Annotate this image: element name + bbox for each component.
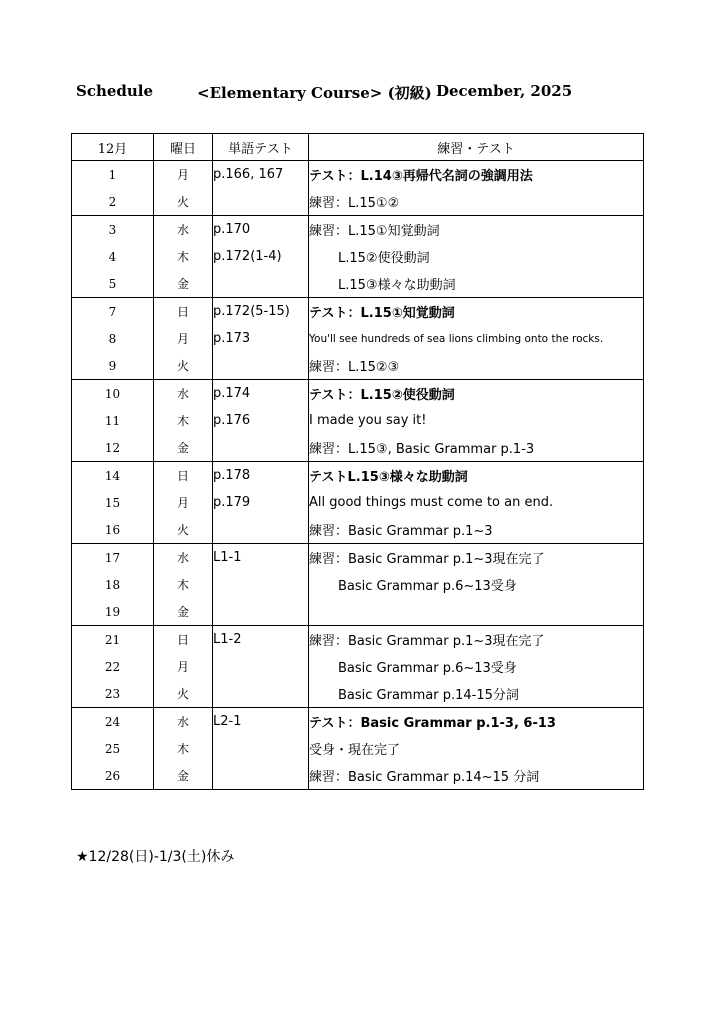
date-cell: 23: [72, 680, 154, 708]
holiday-note: ★12/28(日)-1/3(土)休み: [76, 849, 235, 865]
weekday-cell: 金: [154, 598, 213, 626]
table-row: [72, 188, 644, 216]
word-test-cell: p.166, 167: [213, 161, 309, 189]
practice-text: 受身・現在完了: [309, 743, 401, 758]
weekday-cell: 金: [154, 434, 213, 462]
weekday-cell: 火: [154, 680, 213, 708]
table-row: [72, 380, 644, 408]
practice-text: L.15②使役動詞: [338, 251, 430, 266]
weekday-cell: 月: [154, 325, 213, 352]
practice-text: 練習：L.15①②: [309, 196, 400, 211]
word-test-cell: [213, 762, 309, 790]
practice-text: All good things must come to an end.: [309, 495, 554, 510]
practice-cell: [309, 380, 644, 408]
word-test-cell: [213, 434, 309, 462]
date-cell: 17: [72, 544, 154, 572]
date-cell: 15: [72, 489, 154, 516]
table-row: [72, 352, 644, 380]
column-header-word-test: 単語テスト: [213, 134, 309, 161]
weekday-cell: 日: [154, 298, 213, 326]
word-test-cell: [213, 352, 309, 380]
practice-cell: [309, 407, 644, 434]
word-test-cell: [213, 598, 309, 626]
date-cell: 5: [72, 270, 154, 298]
table-row: [72, 407, 644, 434]
practice-cell: [309, 188, 644, 216]
practice-cell: [309, 434, 644, 462]
table-row: [72, 325, 644, 352]
word-test-cell: p.178: [213, 462, 309, 490]
table-row: [72, 216, 644, 244]
table-row: [72, 489, 644, 516]
weekday-cell: 金: [154, 762, 213, 790]
date-cell: 12: [72, 434, 154, 462]
weekday-cell: 水: [154, 544, 213, 572]
word-test-cell: L1-1: [213, 544, 309, 572]
weekday-cell: 水: [154, 216, 213, 244]
date-cell: 7: [72, 298, 154, 326]
word-test-cell: [213, 680, 309, 708]
course-title: <Elementary Course> (初級): [197, 84, 432, 102]
practice-cell: [309, 216, 644, 244]
table-row: [72, 243, 644, 270]
practice-text: テスト：L.14③再帰代名詞の強調用法: [309, 169, 533, 184]
word-test-cell: p.179: [213, 489, 309, 516]
date-cell: 22: [72, 653, 154, 680]
practice-text: 練習：Basic Grammar p.14~15 分詞: [309, 770, 540, 785]
document-header: [76, 82, 680, 106]
practice-text: Basic Grammar p.14-15分詞: [338, 688, 519, 703]
practice-cell: [309, 571, 644, 598]
weekday-cell: 日: [154, 626, 213, 654]
practice-text: You'll see hundreds of sea lions climbing onto the rocks.: [309, 332, 604, 345]
table-header-row: [72, 134, 644, 161]
practice-cell: [309, 762, 644, 790]
date-cell: 9: [72, 352, 154, 380]
date-cell: 11: [72, 407, 154, 434]
schedule-body: [72, 161, 644, 790]
weekday-cell: 木: [154, 407, 213, 434]
word-test-cell: L2-1: [213, 708, 309, 736]
practice-cell: [309, 653, 644, 680]
practice-cell: [309, 680, 644, 708]
practice-text: Basic Grammar p.6~13受身: [338, 661, 517, 676]
table-row: [72, 434, 644, 462]
practice-cell: [309, 161, 644, 189]
practice-text: Basic Grammar p.6~13受身: [338, 579, 517, 594]
schedule-label: Schedule: [76, 82, 154, 100]
word-test-cell: p.172(5-15): [213, 298, 309, 326]
practice-cell: [309, 489, 644, 516]
practice-cell: [309, 544, 644, 572]
practice-text: テスト：L.15①知覚動詞: [309, 306, 455, 321]
weekday-cell: 月: [154, 161, 213, 189]
table-row: [72, 571, 644, 598]
practice-cell: [309, 462, 644, 490]
date-cell: 18: [72, 571, 154, 598]
word-test-cell: [213, 571, 309, 598]
column-header-date: 12月: [72, 134, 154, 161]
word-test-cell: p.176: [213, 407, 309, 434]
practice-text: テスト：Basic Grammar p.1-3, 6-13: [309, 716, 556, 731]
table-row: [72, 544, 644, 572]
weekday-cell: 日: [154, 462, 213, 490]
month-label: December, 2025: [436, 82, 573, 100]
weekday-cell: 火: [154, 352, 213, 380]
date-cell: 8: [72, 325, 154, 352]
column-header-day: 曜日: [154, 134, 213, 161]
practice-text: 練習：Basic Grammar p.1~3: [309, 524, 493, 539]
schedule-table: [71, 133, 644, 790]
word-test-cell: p.174: [213, 380, 309, 408]
table-row: [72, 161, 644, 189]
practice-text: I made you say it!: [309, 413, 427, 428]
date-cell: 10: [72, 380, 154, 408]
word-test-cell: [213, 653, 309, 680]
practice-cell: [309, 298, 644, 326]
weekday-cell: 水: [154, 380, 213, 408]
column-header-practice: 練習・テスト: [309, 134, 644, 161]
word-test-cell: p.170: [213, 216, 309, 244]
table-row: [72, 462, 644, 490]
word-test-cell: p.172(1-4): [213, 243, 309, 270]
date-cell: 1: [72, 161, 154, 189]
weekday-cell: 水: [154, 708, 213, 736]
table-row: [72, 653, 644, 680]
word-test-cell: [213, 735, 309, 762]
practice-cell: [309, 626, 644, 654]
practice-text: テストL.15③様々な助動詞: [309, 470, 468, 485]
date-cell: 21: [72, 626, 154, 654]
date-cell: 14: [72, 462, 154, 490]
date-cell: 26: [72, 762, 154, 790]
weekday-cell: 月: [154, 653, 213, 680]
practice-text: L.15③様々な助動詞: [338, 278, 456, 293]
date-cell: 16: [72, 516, 154, 544]
weekday-cell: 木: [154, 735, 213, 762]
table-row: [72, 762, 644, 790]
weekday-cell: 木: [154, 243, 213, 270]
table-row: [72, 680, 644, 708]
table-row: [72, 735, 644, 762]
table-row: [72, 270, 644, 298]
table-row: [72, 516, 644, 544]
table-row: [72, 626, 644, 654]
practice-cell: [309, 243, 644, 270]
practice-text: 練習：L.15③, Basic Grammar p.1-3: [309, 442, 535, 457]
practice-text: 練習：Basic Grammar p.1~3現在完了: [309, 552, 545, 567]
weekday-cell: 月: [154, 489, 213, 516]
practice-text: 練習：L.15②③: [309, 360, 400, 375]
word-test-cell: [213, 188, 309, 216]
weekday-cell: 金: [154, 270, 213, 298]
table-row: [72, 708, 644, 736]
word-test-cell: L1-2: [213, 626, 309, 654]
word-test-cell: p.173: [213, 325, 309, 352]
practice-cell: [309, 516, 644, 544]
date-cell: 19: [72, 598, 154, 626]
date-cell: 4: [72, 243, 154, 270]
table-row: [72, 598, 644, 626]
practice-cell: [309, 598, 644, 626]
weekday-cell: 火: [154, 188, 213, 216]
practice-text: 練習：L.15①知覚動詞: [309, 224, 440, 239]
weekday-cell: 火: [154, 516, 213, 544]
practice-text: 練習：Basic Grammar p.1~3現在完了: [309, 634, 545, 649]
date-cell: 25: [72, 735, 154, 762]
word-test-cell: [213, 516, 309, 544]
weekday-cell: 木: [154, 571, 213, 598]
practice-cell: [309, 325, 644, 352]
practice-text: テスト：L.15②使役動詞: [309, 388, 455, 403]
practice-cell: [309, 735, 644, 762]
practice-cell: [309, 270, 644, 298]
practice-cell: [309, 708, 644, 736]
date-cell: 3: [72, 216, 154, 244]
word-test-cell: [213, 270, 309, 298]
date-cell: 24: [72, 708, 154, 736]
table-row: [72, 298, 644, 326]
date-cell: 2: [72, 188, 154, 216]
practice-cell: [309, 352, 644, 380]
